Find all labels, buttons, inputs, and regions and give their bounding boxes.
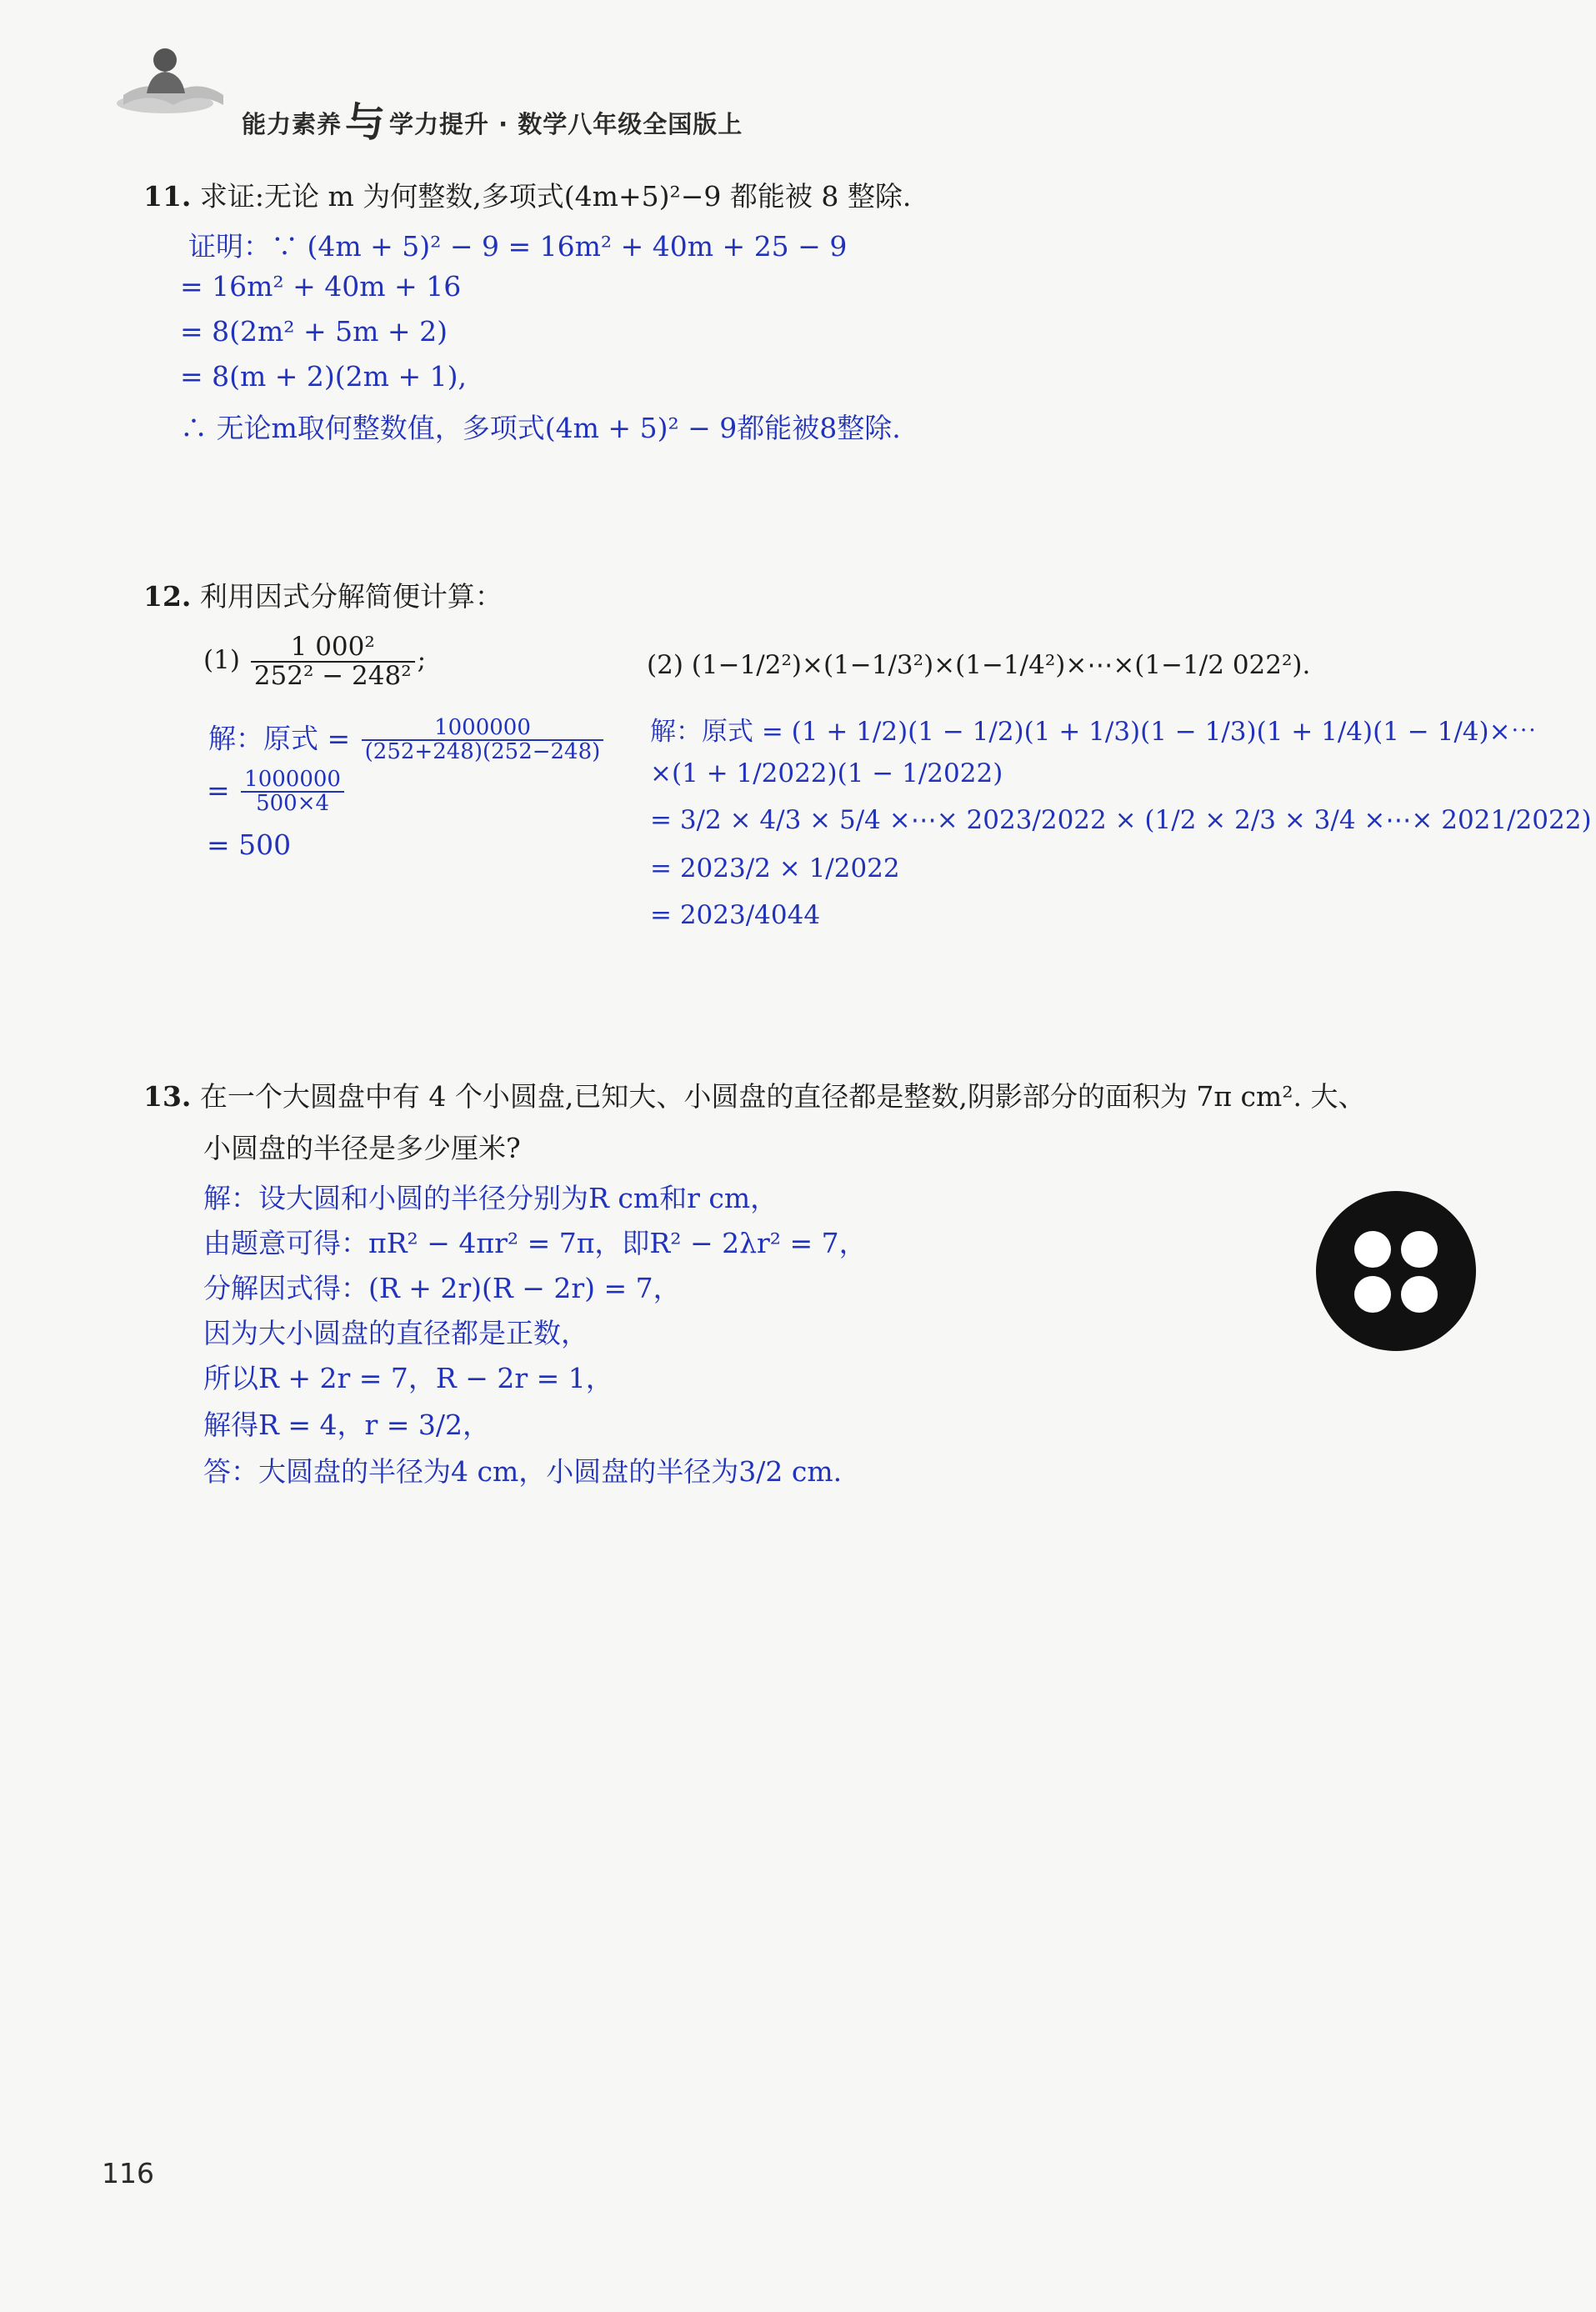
header-title [242,87,743,144]
q12-sol1-fraction-2 [241,768,344,816]
q12-sol1-f2-denominator: 500×4 [256,791,330,817]
q12-sol2-line1: 解：原式 = (1 + 1/2)(1 − 1/2)(1 + 1/3)(1 − 1/3)(1 + 1/4)(1 − 1/4)×⋯ [650,717,1537,747]
q13-prompt-line2: 小圆盘的半径是多少厘米? [203,1132,521,1164]
q12-part2 [647,650,1310,680]
q12-part1-fraction [251,633,415,689]
q12-sol2-line4: = 2023/2 × 1/2022 [650,853,900,883]
small-disc-bottom-right [1401,1276,1438,1313]
q13-number: 13. [143,1080,192,1113]
q11-proof-line-1: 证明：∵ (4m + 5)² − 9 = 16m² + 40m + 25 − 9 [188,230,848,263]
q11-prompt: 求证:无论 m 为何整数,多项式(4m+5)²−9 都能被 8 整除. [199,180,912,213]
q12-sol2-line3: = 3/2 × 4/3 × 5/4 ×⋯× 2023/2022 × (1/2 × 2/3 × 3/4 ×⋯× 2021/2022) [650,805,1592,835]
q11-proof-line-2: = 16m² + 40m + 16 [180,270,462,303]
small-disc-top-left [1354,1231,1391,1268]
q11-prompt-line [143,175,911,214]
q12-sol1-result: = 500 [207,828,292,861]
q12-prompt: 利用因式分解简便计算： [199,580,503,613]
q12-part1-label: (1) [203,645,240,676]
large-disc [1316,1191,1476,1351]
q12-sol1-line2: = $\frac{1000000}{500\times 4}$ [207,768,347,816]
q13-prompt-text-1: 在一个大圆盘中有 4 个小圆盘,已知大、小圆盘的直径都是整数,阴影部分的面积为 7π cm². 大、 [199,1080,1366,1113]
q12-sol2-line2: ×(1 + 1/2022)(1 − 1/2022) [650,758,1003,788]
q12-sol1-fraction-1 [362,717,604,764]
q13-sol-line-4: 因为大小圆盘的直径都是正数， [203,1317,588,1349]
q13-sol-line-6: 解得R = 4，r = 3/2， [203,1409,490,1441]
q12-part1 [203,633,426,689]
q12-part1-denominator: 252² − 248² [253,660,412,691]
small-disc-bottom-left [1354,1276,1391,1313]
q11-proof-line-3: = 8(2m² + 5m + 2) [180,315,448,348]
q13-sol-line-1: 解：设大圆和小圆的半径分别为R cm和r cm， [203,1182,778,1214]
q11-conclusion: ∴ 无论m取何整数值，多项式(4m + 5)² − 9都能被8整除. [180,412,901,444]
header-title-left: 能力素养 [242,110,343,138]
q12-sol1-f2-numerator: 1000000 [241,768,344,793]
q11-proof-line-4: = 8(m + 2)(2m + 1), [180,360,467,393]
q11-number: 11. [143,180,192,213]
q13-prompt-line1 [143,1075,1366,1114]
q12-part2-expression: (1−1/2²)×(1−1/3²)×(1−1/4²)×⋯×(1−1/2 022²). [691,650,1311,680]
q13-sol-line-3: 分解因式得：(R + 2r)(R − 2r) = 7， [203,1272,681,1304]
q12-prompt-line [143,575,503,614]
q12-sol1-line1 [208,717,606,764]
q13-sol-line-2: 由题意可得：πR² − 4πr² = 7π，即R² − 2λr² = 7， [203,1227,867,1259]
q12-sol1-lead: 解：原式 = [208,722,351,755]
disc-figure [1314,1189,1478,1353]
q12-sol1-f1-denominator: (252+248)(252−248) [364,739,601,765]
q12-number: 12. [143,580,192,613]
q12-part1-numerator: 1 000² [251,633,415,663]
q12-sol2-line5: = 2023/4044 [650,900,821,930]
header-title-right: 学力提升 · 数学八年级全国版上 [389,110,743,138]
header-title-yu: 与 [345,99,387,146]
q12-part2-label: (2) [647,650,683,680]
reading-person-logo-icon [115,45,232,120]
small-disc-top-right [1401,1231,1438,1268]
q12-sol1-f1-numerator: 1000000 [362,717,604,741]
q12-part1-tail: ; [417,645,427,676]
q13-sol-line-5: 所以R + 2r = 7，R − 2r = 1， [203,1362,613,1394]
q13-answer: 答：大圆盘的半径为4 cm，小圆盘的半径为3/2 cm. [203,1455,843,1488]
page-number: 116 [102,2157,154,2189]
